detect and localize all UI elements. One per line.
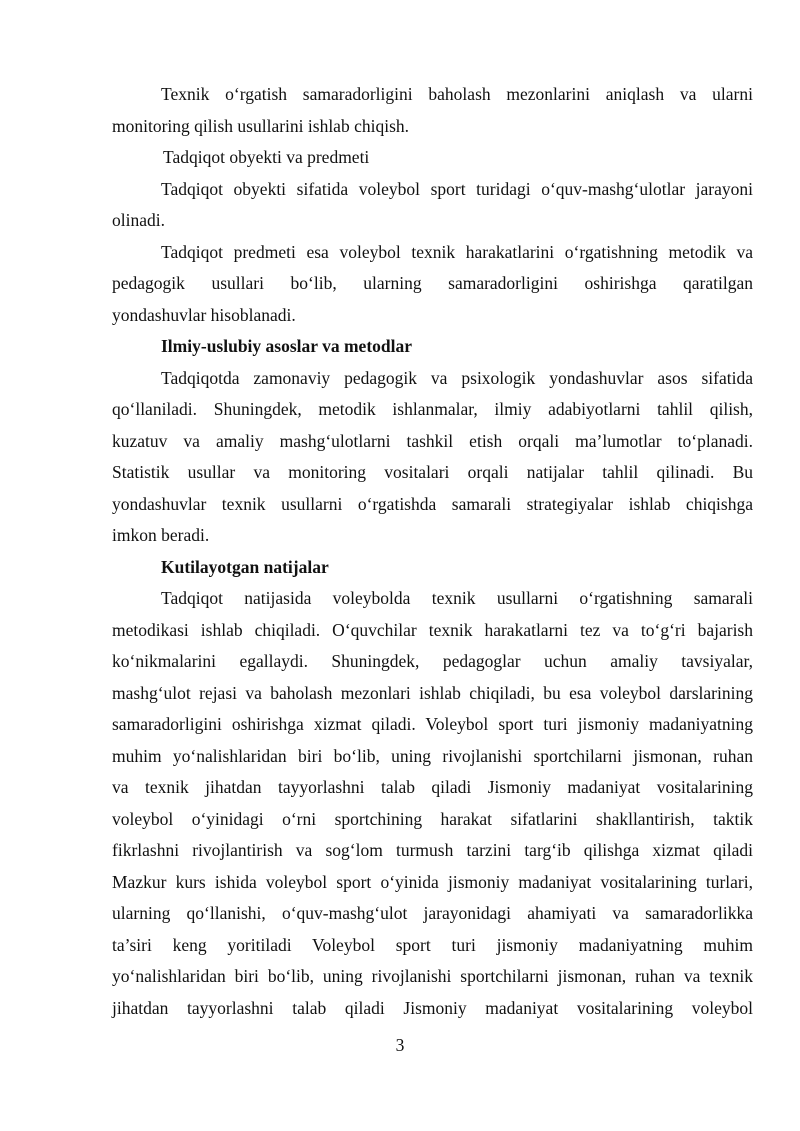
text-line: Tadqiqotda zamonaviy pedagogik va psixologik yondashuvlar asos sifatida bbox=[161, 367, 753, 388]
section-heading: Ilmiy-uslubiy asoslar va metodlar bbox=[161, 336, 413, 356]
text-line: muhim yo‘nalishlaridan biri bo‘lib, uning rivojlanishi sportchilarni jismonan, ruhan bbox=[112, 745, 753, 766]
text-line: ularning qo‘llanishi, o‘quv-mashg‘ulot jarayonidagi ahamiyati va samaradorlikka bbox=[112, 903, 753, 923]
text-line: va texnik jihatdan tayyorlashni talab qiladi Jismoniy madaniyat vositalarining bbox=[112, 777, 753, 797]
text-line: Tadqiqot obyekti sifatida voleybol sport turidagi o‘quv-mashg‘ulotlar jarayoni bbox=[161, 178, 753, 199]
text-line: qo‘llaniladi. Shuningdek, metodik ishlanmalar, ilmiy adabiyotlarni tahlil qilish, bbox=[112, 399, 753, 419]
text-line: monitoring qilish usullarini ishlab chiqish. bbox=[112, 115, 410, 136]
text-line: imkon beradi. bbox=[112, 525, 210, 545]
text-line: Statistik usullar va monitoring vositalari orqali natijalar tahlil qilinadi. Bu bbox=[112, 462, 753, 482]
text-line: pedagogik usullari bo‘lib, ularning samaradorligini oshirishga qaratilgan bbox=[112, 273, 753, 293]
page-number: 3 bbox=[395, 1035, 405, 1055]
text-line: mashg‘ulot rejasi va baholash mezonlari ishlab chiqiladi, bu esa voleybol darslarining bbox=[112, 682, 753, 703]
text-line: Tadqiqot natijasida voleybolda texnik usullarni o‘rgatishning samarali bbox=[161, 588, 753, 608]
text-line: samaradorligini oshirishga xizmat qiladi. Voleybol sport turi jismoniy madaniyatning bbox=[112, 714, 753, 734]
section-heading: Kutilayotgan natijalar bbox=[161, 556, 329, 577]
text-line: olinadi. bbox=[112, 210, 165, 230]
text-line: Tadqiqot predmeti esa voleybol texnik harakatlarini o‘rgatishning metodik va bbox=[161, 241, 753, 262]
text-line: yondashuvlar hisoblanadi. bbox=[112, 304, 296, 325]
document-page bbox=[112, 79, 753, 1024]
text-line: yo‘nalishlaridan biri bo‘lib, uning rivojlanishi sportchilarni jismonan, ruhan va texnik bbox=[112, 966, 753, 986]
text-line: Texnik o‘rgatish samaradorligini baholash mezonlarini aniqlash va ularni bbox=[161, 84, 753, 104]
text-line: ta’siri keng yoritiladi Voleybol sport turi jismoniy madaniyatning muhim bbox=[112, 934, 753, 955]
text-line: Mazkur kurs ishida voleybol sport o‘yinida jismoniy madaniyat vositalarining turlari, bbox=[112, 871, 753, 892]
section-label: Tadqiqot obyekti va predmeti bbox=[163, 147, 370, 167]
text-line: fikrlashni rivojlantirish va sog‘lom turmush tarzini targ‘ib qilishga xizmat qiladi bbox=[112, 840, 753, 860]
text-line: ko‘nikmalarini egallaydi. Shuningdek, pedagoglar uchun amaliy tavsiyalar, bbox=[112, 651, 753, 671]
text-line: voleybol o‘yinidagi o‘rni sportchining harakat sifatlarini shakllantirish, taktik bbox=[112, 808, 753, 829]
text-line: yondashuvlar texnik usullarni o‘rgatishda samarali strategiyalar ishlab chiqishga bbox=[112, 493, 753, 514]
text-line: metodikasi ishlab chiqiladi. O‘quvchilar texnik harakatlarni tez va to‘g‘ri bajarish bbox=[112, 619, 753, 640]
text-line: kuzatuv va amaliy mashg‘ulotlarni tashkil etish orqali ma’lumotlar to‘planadi. bbox=[112, 430, 753, 451]
text-line: jihatdan tayyorlashni talab qiladi Jismoniy madaniyat vositalarining voleybol bbox=[112, 997, 753, 1018]
